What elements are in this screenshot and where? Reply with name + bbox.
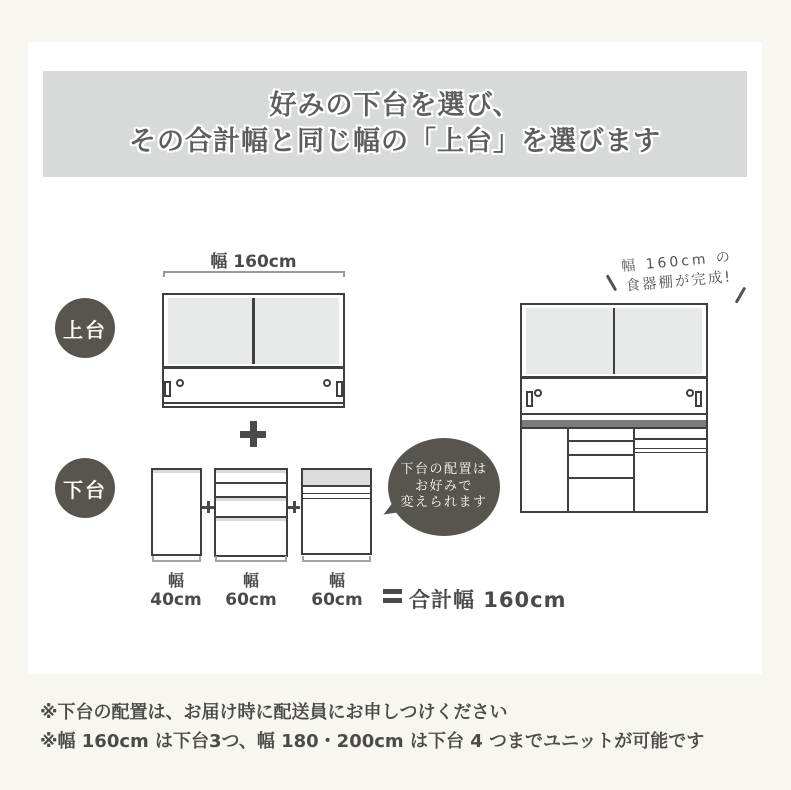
drawer [569,456,633,479]
result-caption-line1: 幅 160cm の [620,249,734,275]
bubble-line1: 下台の配置は [400,462,488,478]
bubble-line3: 変えられます [400,495,488,511]
plus-icon [240,421,266,447]
upper-unit-badge: 上台 [55,298,115,358]
counter-line [164,402,343,404]
lower-unit-badge: 下台 [55,458,115,518]
sliding-glass-doors [168,298,339,364]
door-handle-icon [164,381,171,397]
width-bracket [152,556,201,562]
speech-bubble [388,438,500,536]
counter-line [522,413,706,415]
door-knob-icon [323,379,331,387]
header-banner [43,71,747,177]
door-handle-icon [695,391,702,407]
plus-icon-small [288,501,300,513]
door-knob-icon [534,389,542,397]
width-bracket [215,556,287,562]
upper-cabinet-diagram [162,293,345,408]
door-knob-icon [176,379,184,387]
upper-width-label: 幅 160cm [210,252,297,272]
open-counter-area [522,379,706,415]
top-drawer [303,470,370,487]
base-unit-door-40cm [151,468,202,556]
drawer [569,442,633,456]
drawer [569,429,633,442]
door-handle-icon [526,391,533,407]
drawer [216,518,286,555]
sliding-glass-doors [526,308,702,374]
note-line2: ※幅 160cm は下台3つ、幅 180・200cm は下台 4 つまでユニットが可能です [40,731,705,752]
drawer [216,470,286,484]
door-panel [303,499,370,553]
base-door-unit [522,429,569,512]
countertop [522,420,706,429]
drawer [569,479,633,512]
completed-cupboard-diagram [520,303,708,513]
top-drawer [635,429,706,440]
drawer [216,484,286,498]
thin-drawer [635,440,706,449]
door-knob-icon [686,389,694,397]
note-line1: ※下台の配置は、お届け時に配送員にお申しつけください [40,702,508,723]
header-line1: 好みの下台を選び、 [269,90,521,121]
glass-door-left [168,298,252,364]
width-label-unit3: 幅 60cm [311,571,363,610]
glass-door-right [615,308,702,374]
equals-icon [383,589,402,603]
base-units-row [522,429,706,512]
thin-drawer [303,487,370,494]
door-handle-icon [336,381,343,397]
drawer [216,498,286,518]
result-caption-line2: 食器棚が完成! [624,269,733,295]
plus-icon-small [202,501,214,513]
width-bracket [302,556,371,562]
glass-door-left [526,308,613,374]
door-panel [635,453,706,512]
base-combo-unit [635,429,706,512]
base-drawer-unit [569,429,635,512]
width-label-unit1: 幅 40cm [150,571,202,610]
glass-door-right [255,298,339,364]
open-counter-area [164,369,343,405]
bubble-line2: お好みで [414,478,473,494]
total-width-label: 合計幅 160cm [409,588,567,612]
base-unit-combo-60cm [301,468,372,555]
width-label-unit2: 幅 60cm [225,571,277,610]
header-line2: その合計幅と同じ幅の「上台」を選びます [129,126,661,157]
base-unit-drawers-60cm [214,468,288,557]
width-bracket-top [163,271,345,277]
